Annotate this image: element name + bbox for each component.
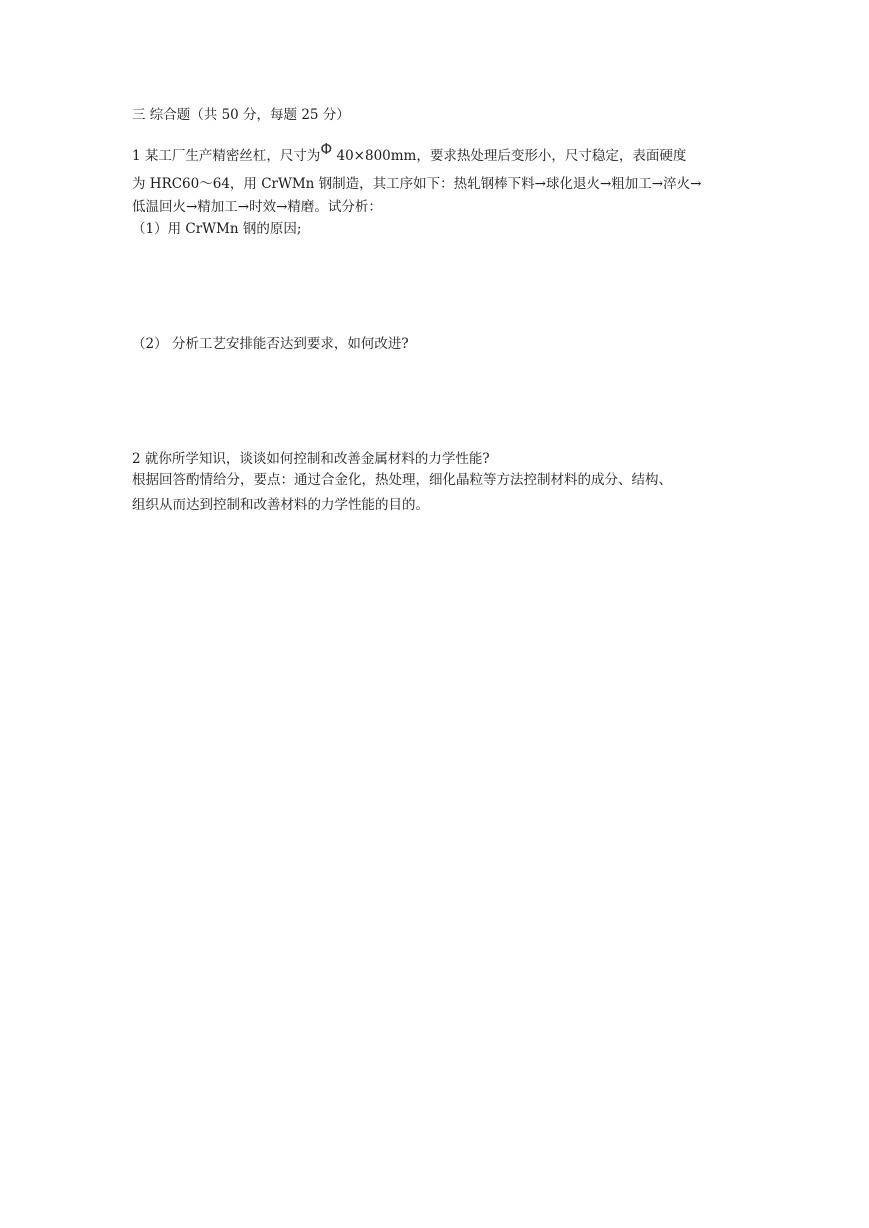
question-1-text-suffix: 40×800mm，要求热处理后变形小，尺寸稳定，表面硬度: [332, 148, 687, 164]
question-1-line-2: 为 HRC60～64，用 CrWMn 钢制造，其工序如下：热轧钢棒下料→球化退火→粗加工→淬火→: [132, 176, 702, 192]
question-2-line-1: 2 就你所学知识，谈谈如何控制和改善金属材料的力学性能?: [132, 451, 490, 467]
question-1-sub-1: （1）用 CrWMn 钢的原因;: [132, 221, 302, 237]
question-1-text-prefix: 1 某工厂生产精密丝杠，尺寸为: [132, 148, 321, 164]
question-1-line-3: 低温回火→精加工→时效→精磨。试分析：: [132, 199, 382, 215]
section-heading: 三 综合题（共 50 分，每题 25 分）: [132, 107, 350, 123]
question-1-sub-2: （2） 分析工艺安排能否达到要求，如何改进?: [132, 336, 409, 352]
question-2-answer-line-2: 组织从而达到控制和改善材料的力学性能的目的。: [132, 497, 429, 513]
question-2-answer-line-1: 根据回答酌情给分，要点：通过合金化，热处理，细化晶粒等方法控制材料的成分、结构、: [132, 472, 672, 488]
phi-symbol: Φ: [320, 140, 333, 158]
question-1-line-1: [132, 140, 687, 165]
